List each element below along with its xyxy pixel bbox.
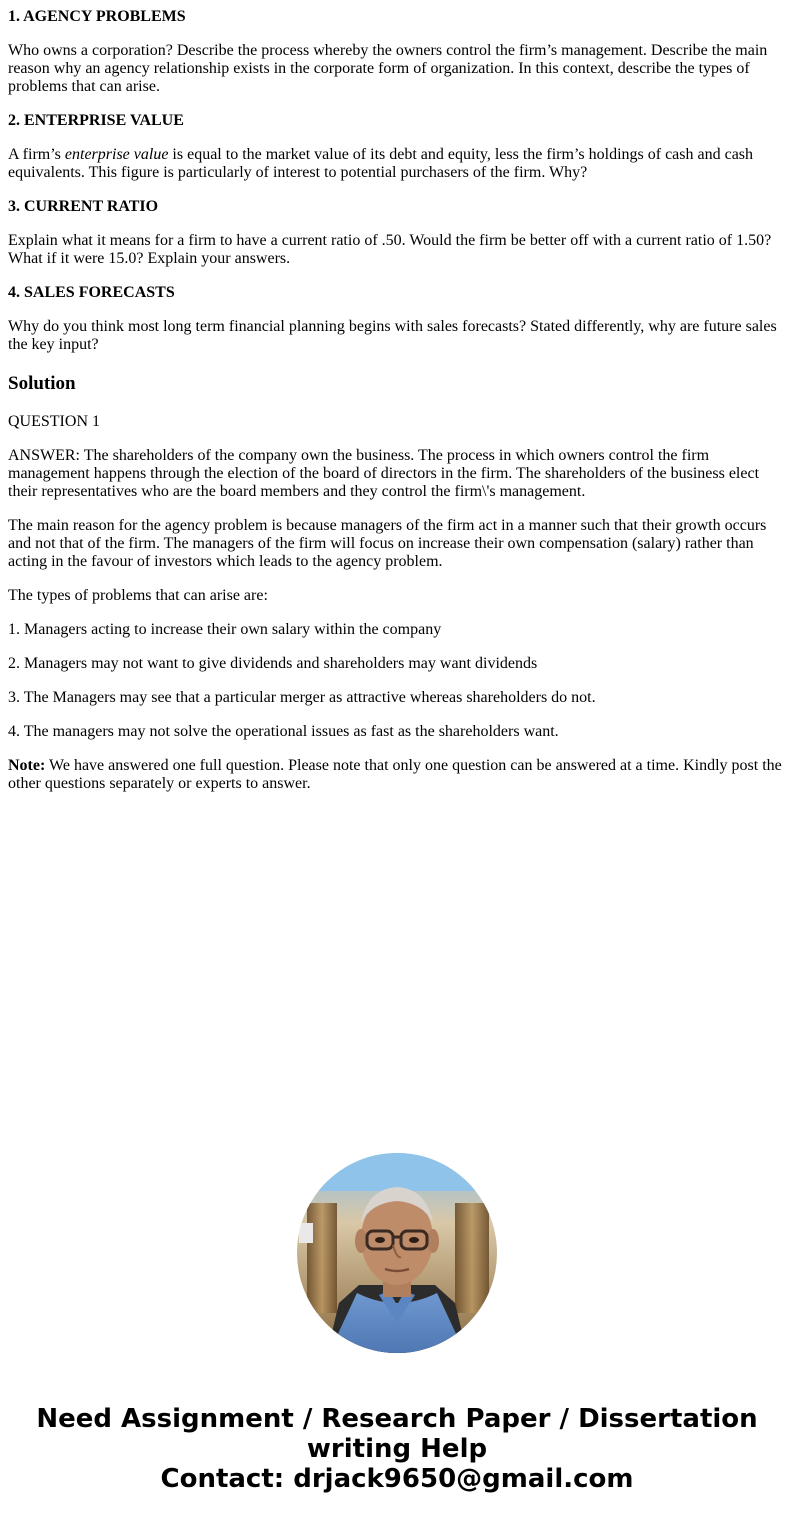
solution-question-label: QUESTION 1: [8, 413, 100, 430]
question-1-text: Who owns a corporation? Describe the process whereby the owners control the firm’s management. Describe the main reason why an agency relationship exists in the corporate form of organization. In this context, describe the types of problems that can arise.: [8, 42, 768, 95]
solution-types-intro: The types of problems that can arise are:: [8, 587, 268, 604]
solution-type-item: 1. Managers acting to increase their own salary within the company: [8, 621, 442, 638]
enterprise-value-term: enterprise value: [64, 146, 169, 163]
note-label: Note:: [8, 757, 46, 774]
question-4-text: Why do you think most long term financial planning begins with sales forecasts? Stated differently, why are future sales the key input?: [8, 318, 777, 353]
solution-heading: Solution: [8, 373, 76, 394]
solution-type-item: 4. The managers may not solve the operational issues as fast as the shareholders want.: [8, 723, 559, 740]
question-3-title: 3. CURRENT RATIO: [8, 198, 159, 215]
question-3-text: Explain what it means for a firm to have a current ratio of .50. Would the firm be better off with a current ratio of 1.50? What if it were 15.0? Explain your answers.: [8, 232, 772, 267]
promo-contact: Contact: drjack9650@gmail.com: [160, 1464, 634, 1494]
question-2-text: [8, 146, 786, 182]
solution-type-item: 2. Managers may not want to give dividends and shareholders may want dividends: [8, 655, 538, 672]
question-2-text-prefix: A firm’s: [8, 146, 65, 163]
promo-line-2: writing Help: [306, 1434, 488, 1464]
question-2-title: 2. ENTERPRISE VALUE: [8, 112, 184, 129]
question-2-text-suffix: is equal to the market value of its debt and equity, less the firm’s holdings of cash and cash equivalents. This figure is particularly of interest to potential purchasers of the firm. Why?: [8, 146, 754, 181]
note-text: We have answered one full question. Please note that only one question can be answered at a time. Kindly post the other questions separately or experts to answer.: [8, 757, 782, 792]
solution-type-item: 3. The Managers may see that a particular merger as attractive whereas shareholders do not.: [8, 689, 596, 706]
solution-answer: ANSWER: The shareholders of the company own the business. The process in which owners control the firm management happens through the election of the board of directors in the firm. The shareholders of the business elect their representatives who are the board members and they control the firm\'s management.: [8, 447, 760, 500]
question-1-title: 1. AGENCY PROBLEMS: [8, 8, 186, 25]
solution-note: [8, 757, 786, 793]
profile-photo: [297, 1153, 497, 1353]
profile-photo-icon: [297, 1153, 497, 1353]
promo-line-1: Need Assignment / Research Paper / Dissertation: [36, 1404, 758, 1434]
question-4-title: 4. SALES FORECASTS: [8, 284, 175, 301]
solution-reason: The main reason for the agency problem is because managers of the firm act in a manner such that their growth occurs and not that of the firm. The managers of the firm will focus on increase their own compensation (salary) rather than acting in the favour of investors which leads to the agency problem.: [8, 517, 767, 570]
